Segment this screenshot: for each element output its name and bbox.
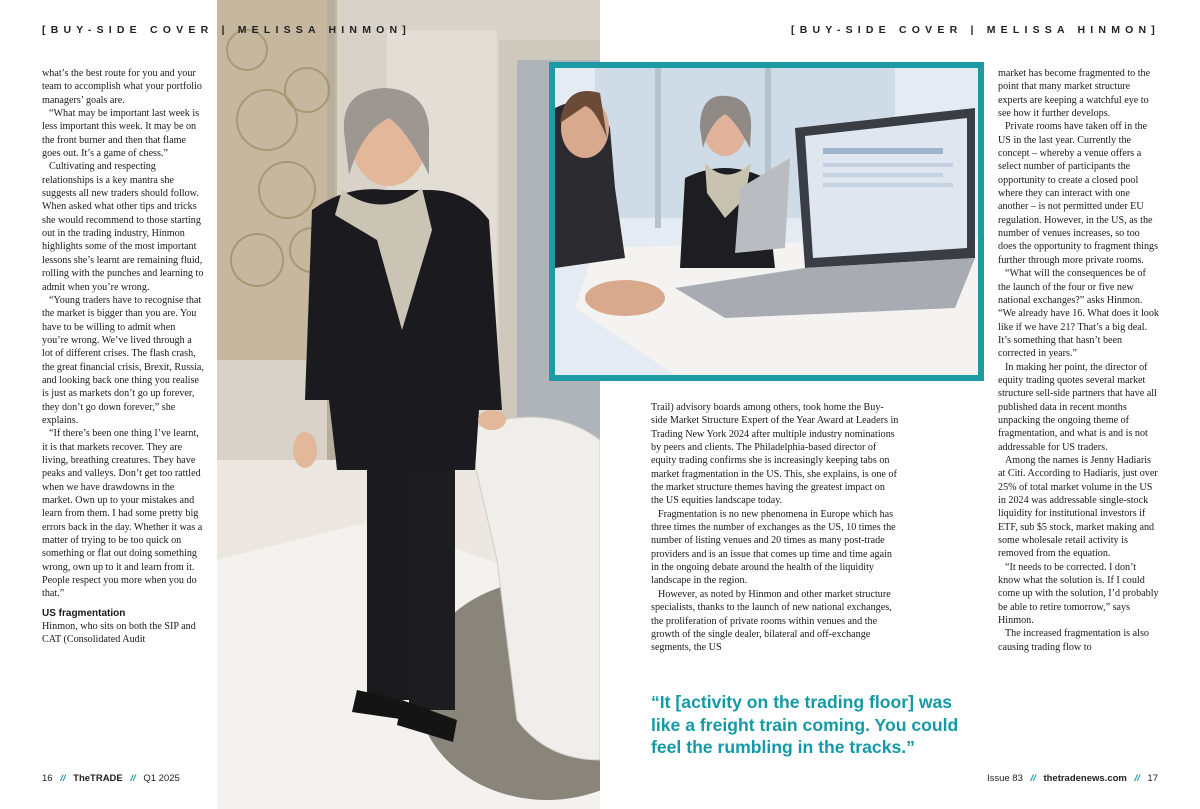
article-column-2 (651, 401, 899, 655)
footer-separator: // (130, 773, 136, 784)
cover-photo-standing (217, 0, 600, 809)
paragraph: In making her point, the director of equity trading quotes several market structure sell-side partners that have all published data in recent months unpacking the ongoing theme of fragmentation, and what is and is not addressable for US traders. (998, 361, 1157, 453)
paragraph: Among the names is Jenny Hadiaris at Citi. According to Hadiaris, just over 25% of total market volume in the US in 2024 was addressable single-stock liquidity for institutional investors if ETF, sub $5 stock, market making and some wholesale retail activity is removed from the equation. (998, 454, 1158, 560)
brand-logo: TheTRADE (73, 773, 123, 784)
page-number-left: 16 (42, 773, 53, 784)
photo-illustration (217, 0, 600, 809)
paragraph: The increased fragmentation is also causing trading flow to (998, 628, 1149, 653)
website-link[interactable]: thetradenews.com (1043, 773, 1127, 784)
footer-left (42, 773, 180, 784)
footer-separator: // (1030, 773, 1036, 784)
paragraph: “It needs to be corrected. I don’t know what the solution is. If I could come up with the solution, I’d probably be able to retire tomorrow,” says Hinmon. (998, 561, 1159, 627)
footer-right (987, 773, 1158, 784)
article-column-1 (42, 67, 204, 646)
paragraph: Cultivating and respecting relationships is a key mantra she suggests all new traders should follow. When asked what other tips and tricks she would recommend to those starting out in the trading industry, Hinmon highlights some of the most important lessons she’s learnt are remaining fluid, rolling with the punches and learning to admit when you’re wrong. (42, 161, 204, 293)
running-header-right: [BUY-SIDE COVER | MELISSA HINMON] (791, 24, 1160, 36)
inset-photo-frame (549, 62, 984, 381)
inset-photo-meeting (555, 68, 978, 375)
paragraph: However, as noted by Hinmon and other market structure specialists, thanks to the launch of new national exchanges, the proliferation of private rooms within venues and the growth of the single dealer, bilateral and off-exchange segments, the US (651, 588, 892, 654)
article-column-3 (998, 67, 1160, 654)
paragraph: Fragmentation is no new phenomena in Europe which has three times the number of exchanges as the US, 10 times the number of listing venues and 20 times as many post-trade providers and is an issue that comes up time and time again in the ongoing debate around the health of the liquidity landscape in the region. (651, 508, 896, 587)
pull-quote: “It [activity on the trading floor] was like a freight train coming. You could feel the rumbling in the tracks.” (651, 692, 959, 757)
paragraph: “Young traders have to recognise that the market is bigger than you are. You have to be willing to admit when you’re wrong. We’ve lived through a lot of different crises. The flash crash, the great financial crisis, Brexit, Russia, and looking back one thing you realise is just as markets don’t go up forever, they don’t go down forever,” she explains. (42, 294, 204, 426)
footer-separator: // (1134, 773, 1140, 784)
paragraph: Private rooms have taken off in the US in the last year. Currently the concept – whereby a venue offers a select number of participants the opportunity to create a closed pool where they can interact with one another – is not permitted under EU regulation. However, in the US, as the number of venues increases, so too does the opportunity to fragment things further through more private rooms. (998, 121, 1159, 266)
footer-separator: // (60, 773, 66, 784)
paragraph: Hinmon, who sits on both the SIP and CAT (Consolidated Audit (42, 620, 196, 646)
issue-number: Issue 83 (986, 773, 1023, 784)
paragraph: “What will the consequences be of the launch of the four or five new national exchanges?” asks Hinmon. “We already have 16. What does it look like if we have 21? That’s a big deal. It’s something that hasn’t been corrected in years.” (998, 268, 1159, 360)
paragraph: what’s the best route for you and your team to accomplish what your portfolio managers’ goals are. (42, 68, 202, 106)
issue-date: Q1 2025 (143, 773, 180, 784)
subheading: US fragmentation (42, 607, 126, 619)
paragraph: Trail) advisory boards among others, took home the Buy-side Market Structure Expert of the Year Award at Leaders in Trading New York 2024 after multiple industry nominations by peers and clients. The Philadelphia-based director of equity trading confirms she is increasingly keeping tabs on market fragmentation in the US. This, she explains, is one of the market structure themes having the greatest impact on the US equities landscape today. (651, 402, 899, 507)
paragraph: “If there’s been one thing I’ve learnt, it is that markets recover. They are living, breathing creatures. They have peaks and valleys. Don’t get too rattled when we have drawdowns in the market. Own up to your mistakes and learn from them. I had some pretty big errors back in the day. Whether it was a matter of trying to be too quick on something or flat out doing something wrong, own up to it and learn from it. People respect you more when you do that.” (42, 428, 203, 600)
running-header-left: [BUY-SIDE COVER | MELISSA HINMON] (42, 24, 411, 36)
paragraph: market has become fragmented to the point that many market structure experts are keeping a watchful eye to see how it further develops. (998, 68, 1151, 120)
paragraph: “What may be important last week is less important this week. It may be on the front burner and then that flame goes out. It’s a game of chess.” (42, 108, 200, 160)
page-number-right: 17 (1147, 773, 1158, 784)
inset-photo-illustration (555, 68, 978, 375)
